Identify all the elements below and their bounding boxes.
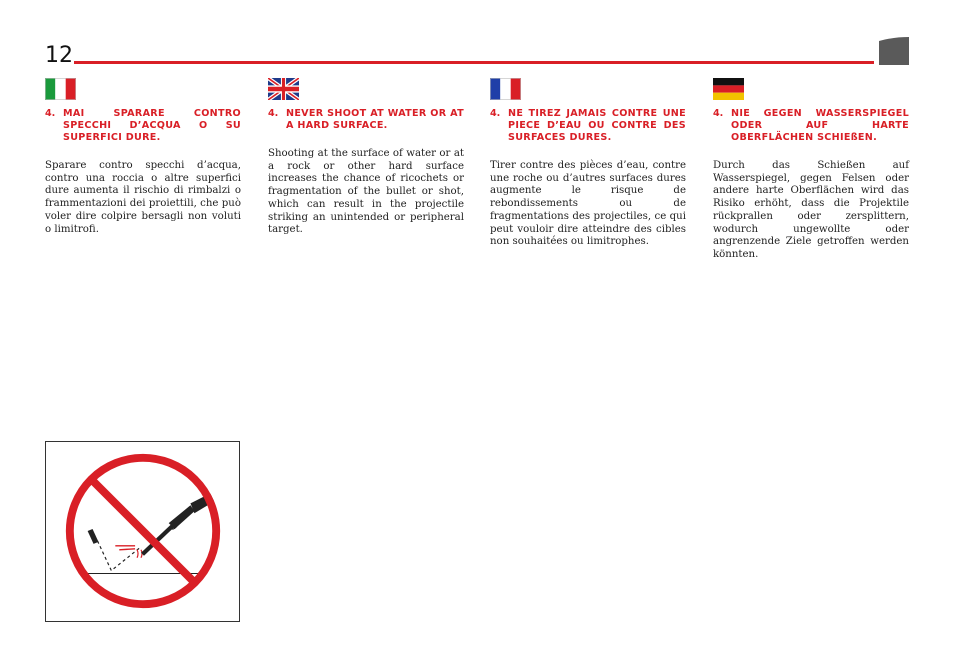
column-german xyxy=(713,78,909,262)
section-heading xyxy=(713,108,909,144)
column-italian xyxy=(45,78,241,236)
germany-flag-icon xyxy=(713,78,744,100)
section-number: 4. xyxy=(490,108,501,119)
uk-flag-icon xyxy=(268,78,299,100)
no-shooting-at-water-icon xyxy=(46,442,239,621)
italy-flag-icon xyxy=(45,78,76,100)
france-flag-icon xyxy=(490,78,521,100)
page-number: 12 xyxy=(45,43,73,68)
column-french xyxy=(490,78,686,249)
section-body: Durch das Schießen auf Wasserspiegel, gegen Felsen oder andere harte Oberflächen wird das Risiko erhöht, dass die Projektile rückprallen oder zersplittern, wodurch ungewollte oder angrenzende Ziele getroffen werden könnten. xyxy=(713,160,909,260)
section-body: Sparare contro specchi d’acqua, contro una roccia o altre superfici dure aumenta il rischio di rimbalzi o frammentazioni dei proiettili, che può voler dire colpire bersagli non voluti o limitrofi. xyxy=(45,160,241,235)
section-heading-text: NE TIREZ JAMAIS CONTRE UNE PIECE D’EAU OU CONTRE DES SURFACES DURES. xyxy=(508,108,686,143)
section-heading xyxy=(268,108,464,132)
section-heading xyxy=(490,108,686,144)
section-body: Tirer contre des pièces d’eau, contre une roche ou d’autres surfaces dures augmente le risque de rebondissements ou de fragmentations des projectiles, ce qui peut vouloir dire atteindre des cibles non souhaitées ou limitrophes. xyxy=(490,160,686,248)
page-corner-tab-icon xyxy=(879,37,909,65)
section-body: Shooting at the surface of water or at a rock or other hard surface increases the chance of ricochets or fragmentation of the bullet or shot, which can result in the projectile striking an unintended or peripheral target. xyxy=(268,148,464,236)
warning-illustration xyxy=(45,441,240,622)
column-english xyxy=(268,78,464,237)
section-number: 4. xyxy=(45,108,56,119)
section-heading-text: NIE GEGEN WASSERSPIEGEL ODER AUF HARTE OBERFLÄCHEN SCHIEßEN. xyxy=(731,108,909,143)
header-rule xyxy=(74,61,874,64)
section-heading-text: NEVER SHOOT AT WATER OR AT A HARD SURFACE. xyxy=(286,108,464,131)
section-heading xyxy=(45,108,241,144)
section-heading-text: MAI SPARARE CONTRO SPECCHI D’ACQUA O SU SUPERFICI DURE. xyxy=(63,108,241,143)
section-number: 4. xyxy=(713,108,724,119)
section-number: 4. xyxy=(268,108,279,119)
